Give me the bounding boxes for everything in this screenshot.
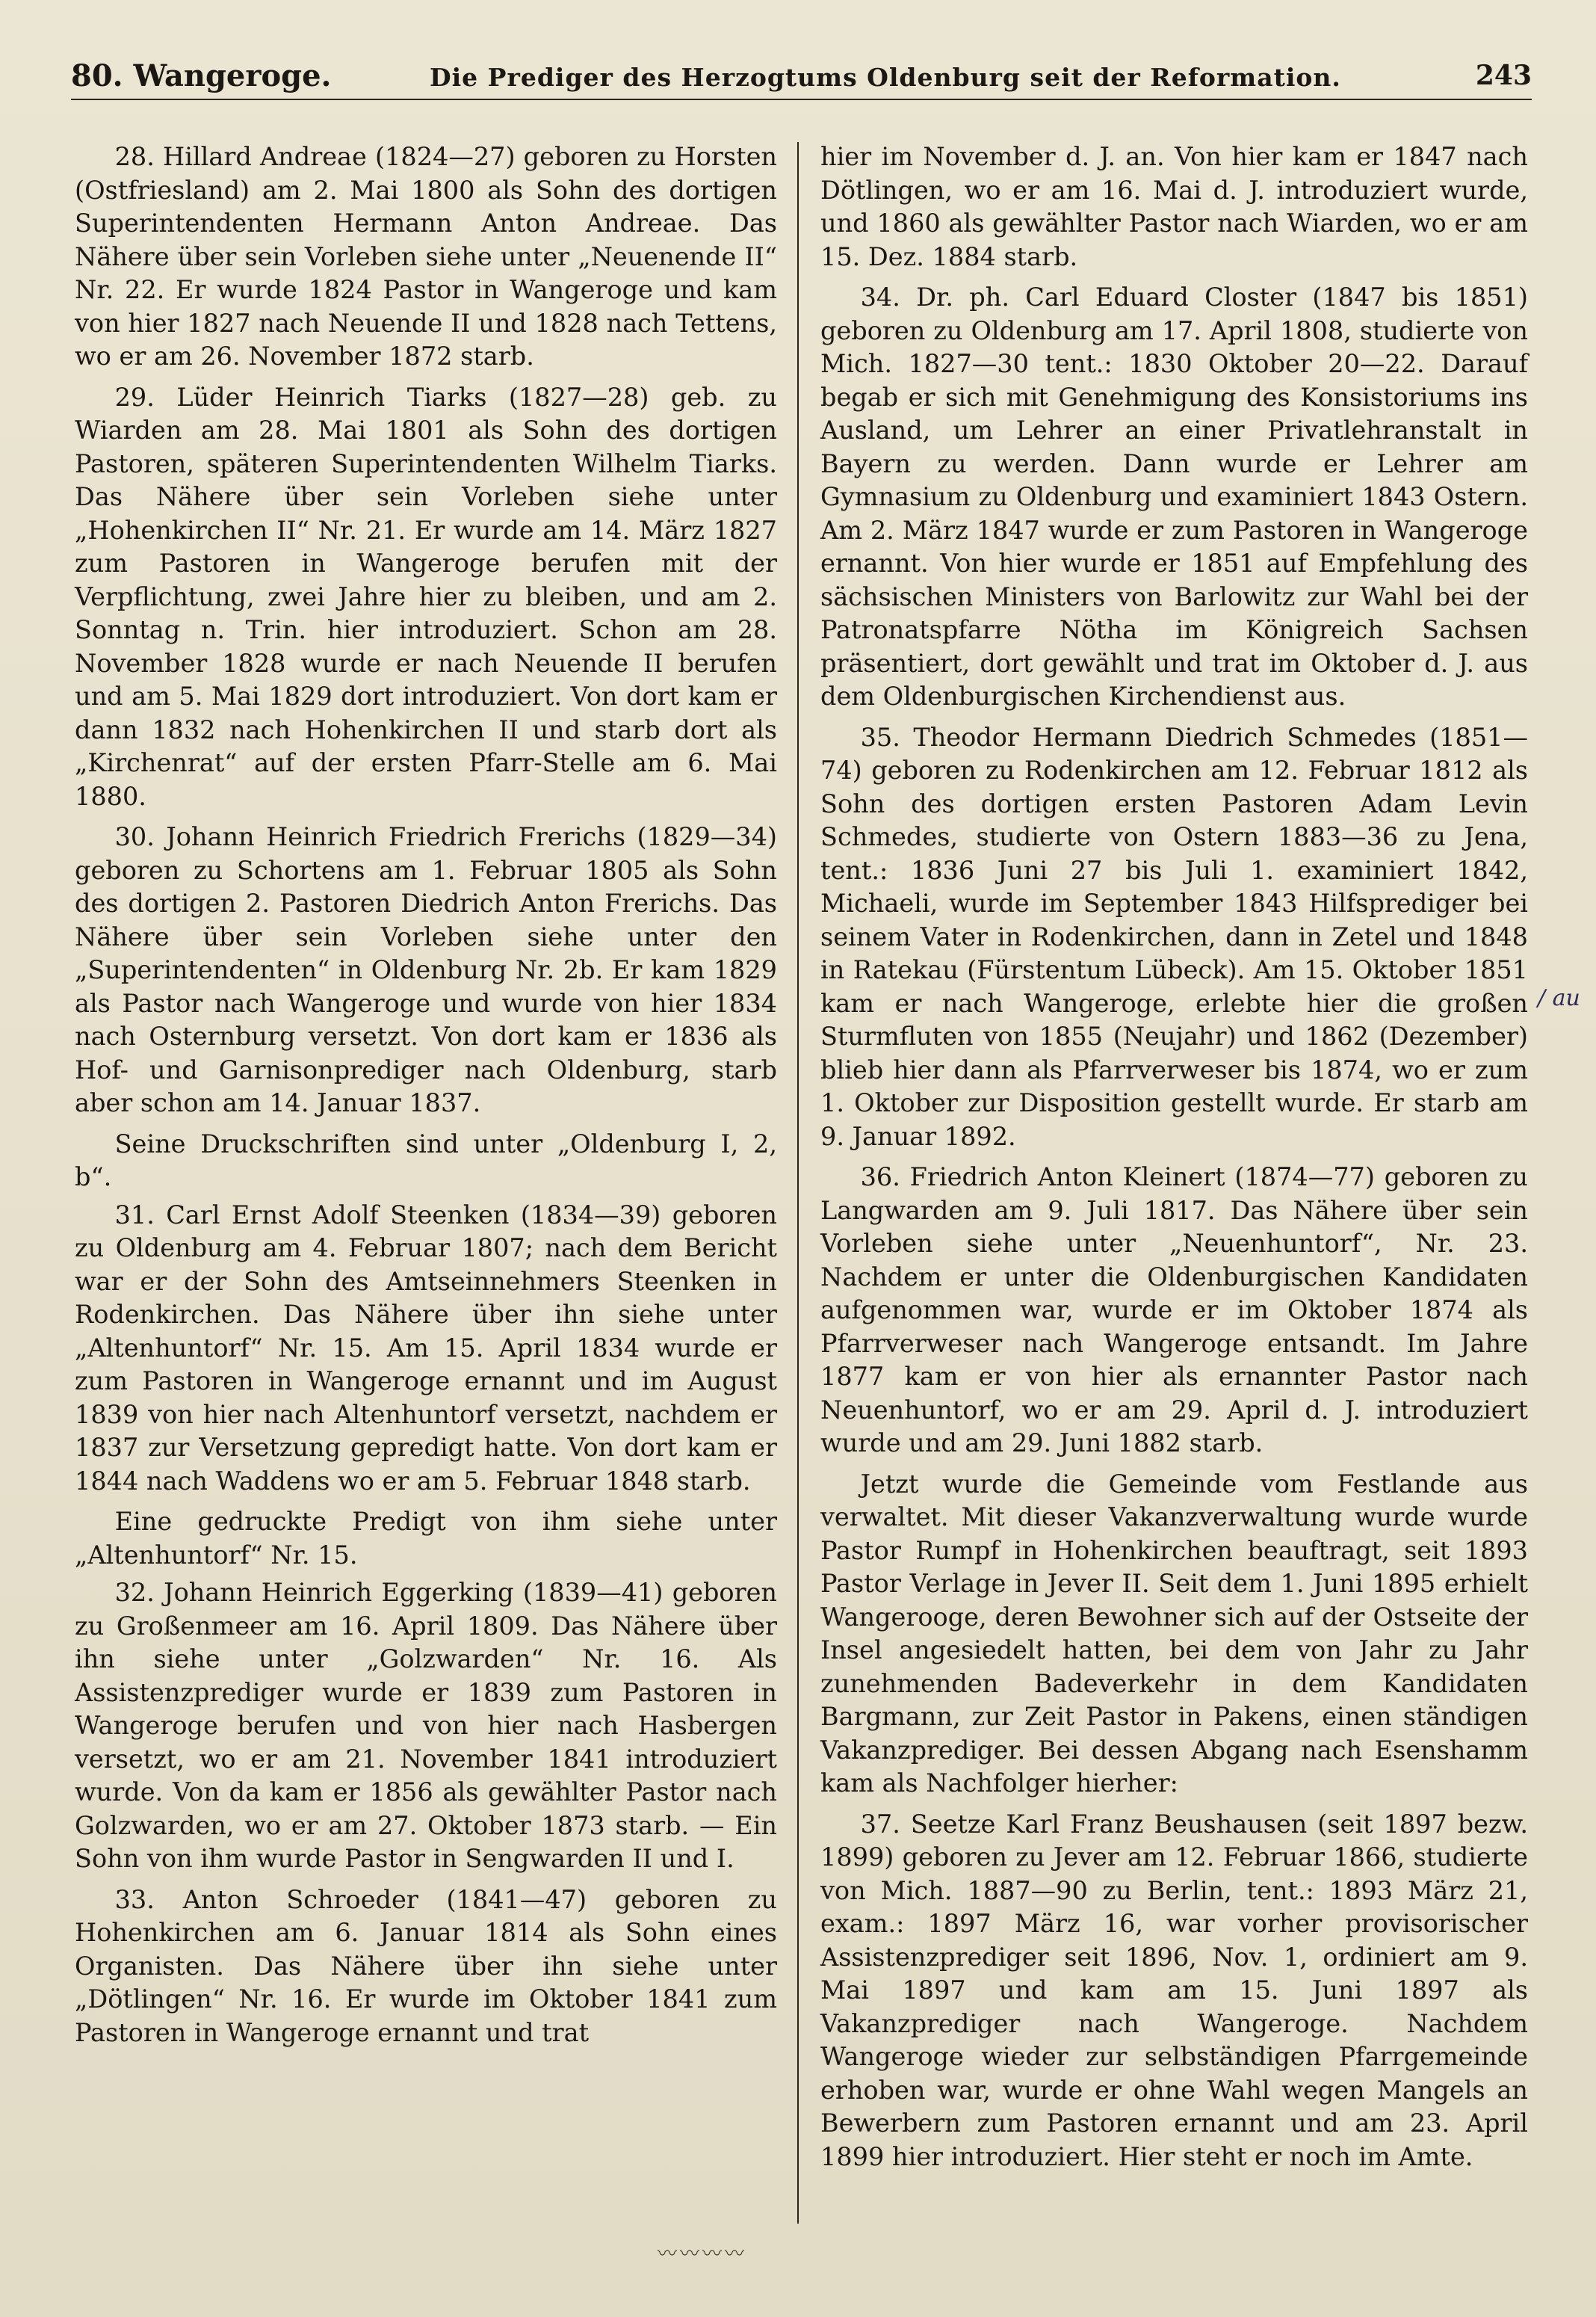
running-header [71,54,1532,100]
entry-31-note: Eine gedruckte Predigt von ihm siehe unter „Altenhuntorf“ Nr. 15. [75,1507,777,1570]
entry-37: 37. Seetze Karl Franz Beushausen (seit 1897 bezw. 1899) geboren zu Jever am 12. Februar 1866, studierte von Mich. 1887—90 zu Berlin, tent.: 1893 März 21, exam.: 1897 März 16, war vorher provisorischer Assistenzprediger seit 1896, Nov. 1, ordiniert am 9. Mai 1897 und kam am 15. Juni 1897 als Vakanzprediger nach Wangeroge. Nachdem Wangeroge wieder zur selbständigen Pfarrgemeinde erhoben war, wurde er ohne Wahl wegen Mangels an Bewerbern zum Pastoren ernannt und am 23. April 1899 hier introduziert. Hier steht er noch im Amte. [820,1809,1528,2171]
left-column [75,141,777,2057]
right-column [820,141,1528,2181]
page-number: 243 [1475,60,1532,91]
entry-36: 36. Friedrich Anton Kleinert (1874—77) geboren zu Langwarden am 9. Juli 1817. Das Nähere über sein Vorleben siehe unter „Neuenhuntorf“, Nr. 23. Nachdem er unter die Oldenburgischen Kandidaten aufgenommen war, wurde er im Oktober 1874 als Pfarrverweser nach Wangeroge entsandt. Im Jahre 1877 kam er von hier als ernannter Pastor nach Neuenhuntorf, wo er am 29. April d. J. introduziert wurde und am 29. Juni 1882 starb. [820,1162,1528,1457]
entry-28: 28. Hillard Andreae (1824—27) geboren zu Horsten (Ostfriesland) am 2. Mai 1800 als Sohn des dortigen Superintendenten Hermann Anton Andreae. Das Nähere über sein Vorleben siehe unter „Neuenende II“ Nr. 22. Er wurde 1824 Pastor in Wangeroge und kam von hier 1827 nach Neuende II und 1828 nach Tettens, wo er am 26. November 1872 starb. [75,142,777,371]
entry-33-continued: hier im November d. J. an. Von hier kam er 1847 nach Dötlingen, wo er am 16. Mai d. J. introduziert wurde, und 1860 als gewählter Pastor nach Wiarden, wo er am 15. Dez. 1884 starb. [820,142,1528,271]
handwritten-margin-note: / au [1538,985,1580,1011]
entry-30-note: Seine Druckschriften sind unter „Oldenburg I, 2, b“. [75,1129,777,1191]
bottom-ornament: 〰〰〰〰 [658,2243,748,2265]
entry-29: 29. Lüder Heinrich Tiarks (1827—28) geb. zu Wiarden am 28. Mai 1801 als Sohn des dortigen Pastoren, späteren Superintendenten Wilhelm Tiarks. Das Nähere über sein Vorleben siehe unter „Hohenkirchen II“ Nr. 21. Er wurde am 14. März 1827 zum Pastoren in Wangeroge berufen mit der Verpflichtung, zwei Jahre hier zu bleiben, und am 2. Sonntag n. Trin. hier introduziert. Schon am 28. November 1828 wurde er nach Neuende II berufen und am 5. Mai 1829 dort introduziert. Von dort kam er dann 1832 nach Hohenkirchen II und starb dort als „Kirchenrat“ auf der ersten Pfarr-Stelle am 6. Mai 1880. [75,382,777,811]
entry-34: 34. Dr. ph. Carl Eduard Closter (1847 bis 1851) geboren zu Oldenburg am 17. April 1808, studierte von Mich. 1827—30 tent.: 1830 Oktober 20—22. Darauf begab er sich mit Genehmigung des Konsistoriums ins Ausland, um Lehrer an einer Privatlehranstalt in Bayern zu werden. Dann wurde er Lehrer am Gymnasium zu Oldenburg und examiniert 1843 Ostern. Am 2. März 1847 wurde er zum Pastoren in Wangeroge ernannt. Von hier wurde er 1851 auf Empfehlung des sächsischen Ministers von Barlowitz zur Wahl bei der Patronatspfarre Nötha im Königreich Sachsen präsentiert, dort gewählt und trat im Oktober d. J. aus dem Oldenburgischen Kirchendienst aus. [820,283,1528,711]
entry-33: 33. Anton Schroeder (1841—47) geboren zu Hohenkirchen am 6. Januar 1814 als Sohn eines Organisten. Das Nähere über ihn siehe unter „Dötlingen“ Nr. 16. Er wurde im Oktober 1841 zum Pastoren in Wangeroge ernannt und trat [75,1884,777,2047]
entry-35: 35. Theodor Hermann Diedrich Schmedes (1851—74) geboren zu Rodenkirchen am 12. Februar 1812 als Sohn des dortigen ersten Pastoren Adam Levin Schmedes, studierte von Ostern 1883—36 zu Jena, tent.: 1836 Juni 27 bis Juli 1. examiniert 1842, Michaeli, wurde im September 1843 Hilfsprediger bei seinem Vater in Rodenkirchen, dann in Zetel und 1848 in Ratekau (Fürstentum Lübeck). Am 15. Oktober 1851 kam er nach Wangeroge, erlebte hier die großen Sturmfluten von 1855 (Neujahr) und 1862 (Dezember) blieb hier dann als Pfarrverweser bis 1874, wo er zum 1. Oktober zur Disposition gestellt wurde. Er starb am 9. Januar 1892. [820,722,1528,1151]
section-heading: 80. Wangeroge. [71,58,332,93]
entry-31: 31. Carl Ernst Adolf Steenken (1834—39) geboren zu Oldenburg am 4. Februar 1807; nach dem Bericht war er der Sohn des Amtseinnehmers Steenken in Rodenkirchen. Das Nähere über ihn siehe unter „Altenhuntorf“ Nr. 15. Am 15. April 1834 wurde er zum Pastoren in Wangeroge ernannt und im August 1839 von hier nach Altenhuntorf versetzt, nachdem er 1837 zur Versetzung gepredigt hatte. Von dort kam er 1844 nach Waddens wo er am 5. Februar 1848 starb. [75,1200,777,1496]
book-title: Die Prediger des Herzogtums Oldenburg seit der Reformation. [430,63,1341,92]
entry-32: 32. Johann Heinrich Eggerking (1839—41) geboren zu Großenmeer am 16. April 1809. Das Nähere über ihn siehe unter „Golzwarden“ Nr. 16. Als Assistenzprediger wurde er 1839 zum Pastoren in Wangeroge berufen und von hier nach Hasbergen versetzt, wo er am 21. November 1841 introduziert wurde. Von da kam er 1856 als gewählter Pastor nach Golzwarden, wo er am 27. Oktober 1873 starb. — Ein Sohn von ihm wurde Pastor in Sengwarden II und I. [75,1578,777,1873]
entry-30: 30. Johann Heinrich Friedrich Frerichs (1829—34) geboren zu Schortens am 1. Februar 1805 als Sohn des dortigen 2. Pastoren Diedrich Anton Frerichs. Das Nähere über sein Vorleben siehe unter den „Superintendenten“ in Oldenburg Nr. 2b. Er kam 1829 als Pastor nach Wangeroge und wurde von hier 1834 nach Osternburg versetzt. Von dort kam er 1836 als Hof- und Garnisonprediger nach Oldenburg, starb aber schon am 14. Januar 1837. [75,822,777,1117]
column-divider [797,142,799,2224]
vacancy-paragraph: Jetzt wurde die Gemeinde vom Festlande aus verwaltet. Mit dieser Vakanzverwaltung wurde wurde Pastor Rumpf in Hohenkirchen beauftragt, seit 1893 Pastor Verlage in Jever II. Seit dem 1. Juni 1895 erhielt Wangerooge, deren Bewohner sich auf der Ostseite der Insel angesiedelt hatten, bei dem von Jahr zu Jahr zunehmenden Badeverkehr in dem Kandidaten Bargmann, zur Zeit Pastor in Pakens, einen ständigen Vakanzprediger. Bei dessen Abgang nach Esenshamm kam als Nachfolger hierher: [820,1469,1528,1798]
